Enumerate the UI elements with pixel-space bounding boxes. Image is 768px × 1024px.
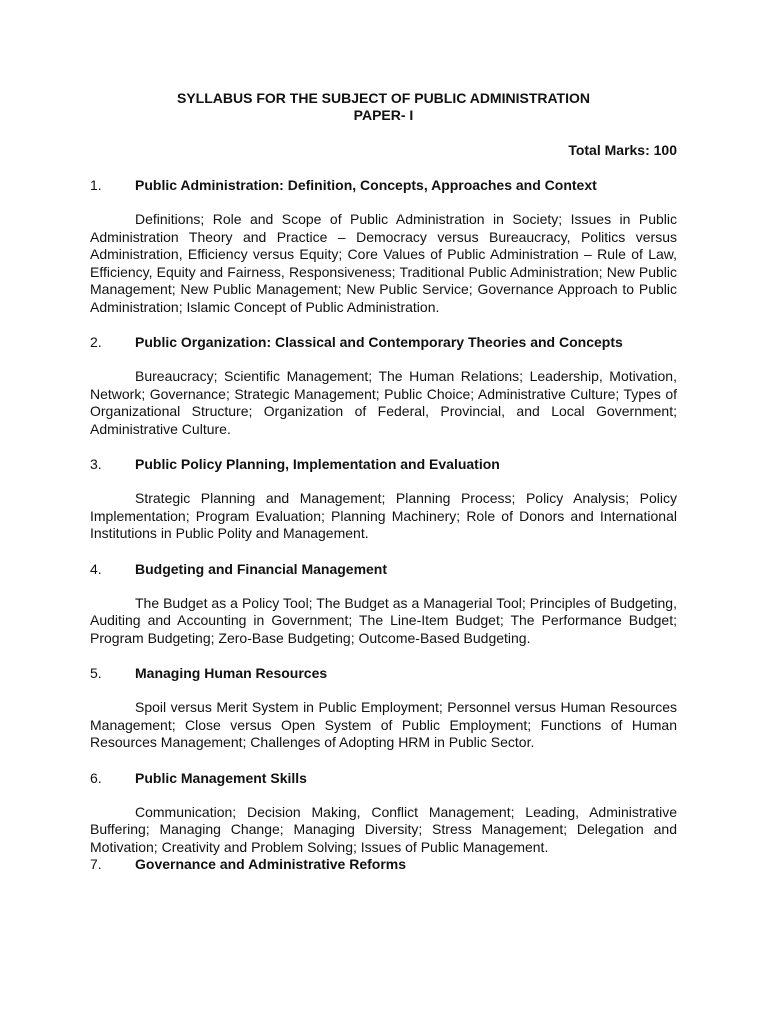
section-title: Public Management Skills [135, 769, 307, 786]
total-marks: Total Marks: 100 [568, 142, 677, 158]
section-body: Strategic Planning and Management; Planning Process; Policy Analysis; Policy Implementation; Program Evaluation; Planning Machinery; Role of Donors and International Institutions in Public Polity and Management. [90, 490, 677, 541]
section-number: 2. [90, 334, 102, 350]
section-title: Budgeting and Financial Management [135, 560, 388, 577]
paper-title: PAPER- I [353, 107, 414, 123]
section-3 [90, 456, 677, 543]
section-2 [90, 334, 677, 438]
section-1 [90, 177, 677, 316]
section-number: 7. [90, 856, 102, 872]
section-body: Definitions; Role and Scope of Public Administration in Society; Issues in Public Administration Theory and Practice – Democracy versus Bureaucracy, Politics versus Administration, Efficiency versus Equity; Core Values of Public Administration – Rule of Law, Efficiency, Equity and Fairness, Responsiveness; Traditional Public Administration; New Public Management; New Public Management; New Public Service; Governance Approach to Public Administration; Islamic Concept of Public Administration. [90, 211, 677, 315]
section-number: 1. [90, 177, 102, 193]
section-6 [90, 770, 677, 857]
section-title: Managing Human Resources [135, 665, 328, 681]
document-page [90, 90, 677, 873]
section-heading [90, 856, 677, 873]
section-4 [90, 561, 677, 648]
section-heading [90, 177, 677, 194]
section-title: Public Organization: Classical and Contemporary Theories and Concepts [135, 334, 623, 350]
section-number: 3. [90, 456, 102, 472]
section-number: 6. [90, 769, 102, 786]
section-body: Spoil versus Merit System in Public Employment; Personnel versus Human Resources Management; Close versus Open System of Public Employment; Functions of Human Resources Management; Challenges of Adopting HRM in Public Sector. [90, 699, 677, 750]
section-body: Communication; Decision Making, Conflict Management; Leading, Administrative Buffering; Managing Change; Managing Diversity; Stress Management; Delegation and Motivation; Creativity and Problem Solving; Issues of Public Management. [90, 803, 677, 855]
section-body: The Budget as a Policy Tool; The Budget as a Managerial Tool; Principles of Budgeting, Auditing and Accounting in Government; The Line-Item Budget; The Performance Budget; Program Budgeting; Zero-Base Budgeting; Outcome-Based Budgeting. [90, 594, 677, 646]
section-heading [90, 456, 677, 473]
section-body: Bureaucracy; Scientific Management; The Human Relations; Leadership, Motivation, Network; Governance; Strategic Management; Public Choice; Administrative Culture; Types of Organizational Structure; Organization of Federal, Provincial, and Local Government; Administrative Culture. [90, 368, 677, 437]
section-title: Public Policy Planning, Implementation and Evaluation [135, 456, 500, 472]
section-5 [90, 665, 677, 752]
section-number: 5. [90, 665, 102, 681]
section-title: Governance and Administrative Reforms [135, 856, 407, 872]
section-number: 4. [90, 560, 102, 577]
section-heading [90, 561, 677, 578]
section-heading [90, 334, 677, 351]
section-heading [90, 770, 677, 787]
document-title: SYLLABUS FOR THE SUBJECT OF PUBLIC ADMINISTRATION [177, 90, 590, 106]
section-heading [90, 665, 677, 682]
section-7 [90, 856, 677, 873]
section-title: Public Administration: Definition, Concepts, Approaches and Context [135, 177, 597, 193]
